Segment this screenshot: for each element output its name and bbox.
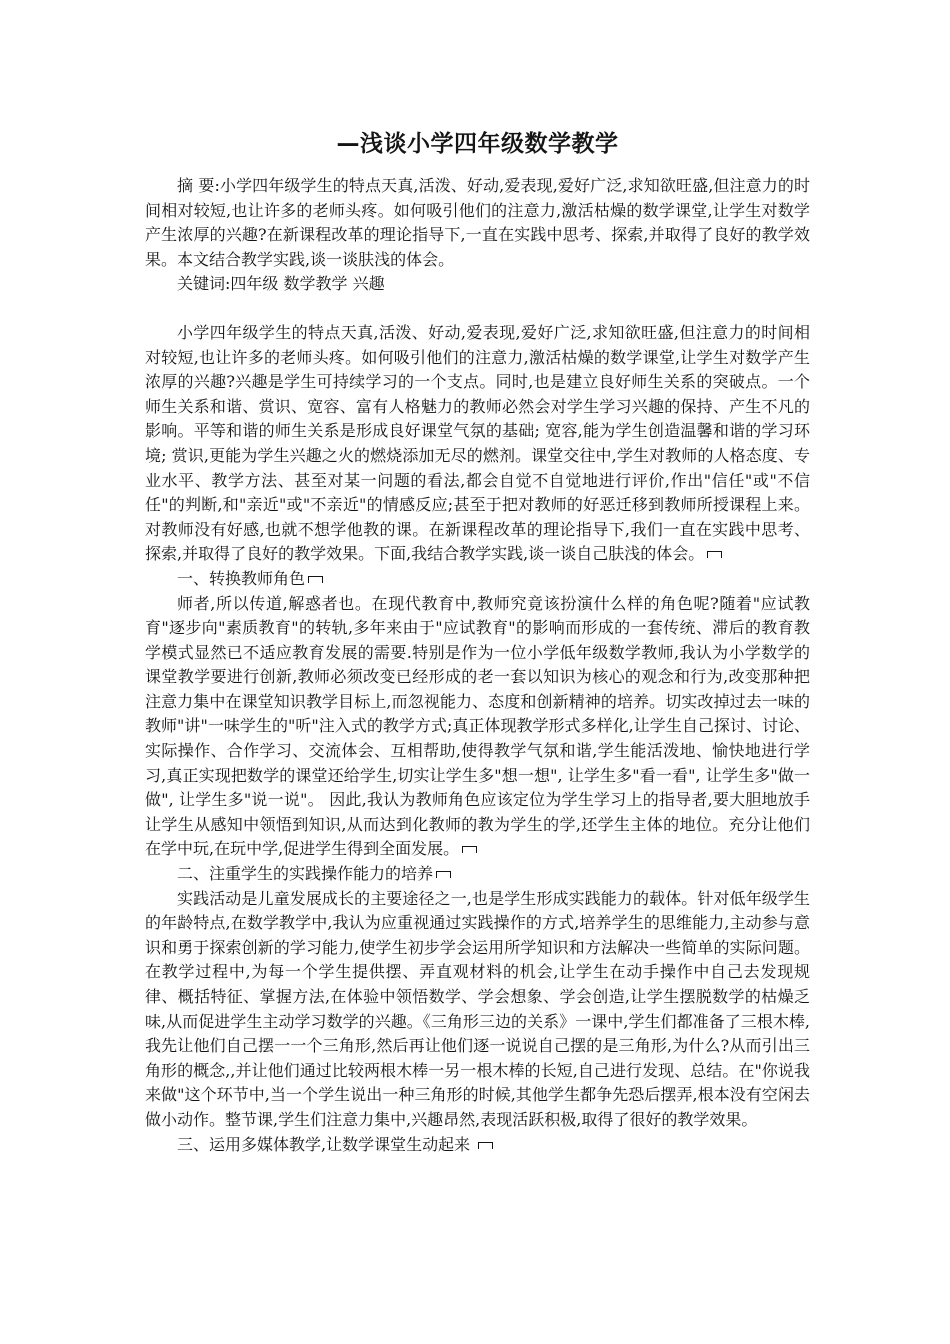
section-2-heading <box>145 862 810 887</box>
section-1-paragraph <box>145 592 810 863</box>
intro-text: 小学四年级学生的特点天真,活泼、好动,爱表现,爱好广泛,求知欲旺盛,但注意力的时间相对较短,也让许多的老师头疼。如何吸引他们的注意力,激活枯燥的数学课堂,让学生对数学产生浓厚的兴趣?兴趣是学生可持续学习的一个支点。同时,也是建立良好师生关系的突破点。一个师生关系和谐、赏识、宽容、富有人格魅力的教师必然会对学生学习兴趣的保持、产生不凡的影响。平等和谐的师生关系是形成良好课堂气氛的基础; 宽容,能为学生创造温馨和谐的学习环境; 赏识,更能为学生兴趣之火的燃烧添加无尽的燃剂。课堂交往中,学生对教师的人格态度、专业水平、教学方法、甚至对某一问题的看法,都会自觉不自觉地进行评价,作出"信任"或"不信任"的判断,和"亲近"或"不亲近"的情感反应;甚至于把对教师的好恶迁移到教师所授课程上来。对教师没有好感,也就不想学他教的课。在新课程改革的理论指导下,我们一直在实践中思考、探索,并取得了良好的教学效果。下面,我结合教学实践,谈一谈自己肤浅的体会。 <box>145 322 810 564</box>
intro-paragraph <box>145 321 810 567</box>
paragraph-mark-icon <box>436 871 451 878</box>
paragraph-mark-icon <box>462 846 477 853</box>
section-2-paragraph: 实践活动是儿童发展成长的主要途径之一,也是学生形成实践能力的载体。针对低年级学生的年龄特点,在数学教学中,我认为应重视通过实践操作的方式,培养学生的思维能力,主动参与意识和勇于探索创新的学习能力,使学生初步学会运用所学知识和方法解决一些简单的实际问题。在教学过程中,为每一个学生提供摆、弄直观材料的机会,让学生在动手操作中自己去发现规律、概括特征、掌握方法,在体验中领悟数学、学会想象、学会创造,让学生摆脱数学的枯燥乏味,从而促进学生主动学习数学的兴趣。《三角形三边的关系》一课中,学生们都准备了三根木棒,我先让他们自己摆一一个三角形,然后再让他们逐一说说自己摆的是三角形,为什么?从而引出三角形的概念,,并让他们通过比较两根木棒一另一根木棒的长短,自己进行发现、总结。在"你说我来做"这个环节中,当一个学生说出一种三角形的时候,其他学生都争先恐后摆弄,根本没有空闲去做小动作。整节课,学生们注意力集中,兴趣昂然,表现活跃积极,取得了很好的教学效果。 <box>145 888 810 1129</box>
section-1-heading <box>145 567 810 592</box>
section-1-heading-text: 一、转换教师角色 <box>177 568 306 588</box>
paragraph-mark-icon <box>478 1142 493 1149</box>
section-3-heading-text: 三、运用多媒体教学,让数学课堂生动起来 <box>177 1134 471 1154</box>
section-2-heading-text: 二、注重学生的实践操作能力的培养 <box>177 864 434 884</box>
keywords-line: 关键词:四年级 数学教学 兴趣 <box>177 274 385 294</box>
section-3-heading <box>145 1133 810 1158</box>
paragraph-gap <box>145 297 810 321</box>
document-page <box>145 128 810 1157</box>
section-1-text: 师者,所以传道,解惑者也。在现代教育中,教师究竟该扮演什么样的角色呢?随着"应试教育"逐步向"素质教育"的转轨,多年来由于"应试教育"的影响而形成的一套传统、滞后的教育教学模式显然已不适应教育发展的需要.特别是作为一位小学低年级数学教师,我认为小学数学的课堂教学要进行创新,教师必须改变已经形成的老一套以知识为核心的观念和行为,改变那种把注意力集中在课堂知识教学目标上,而忽视能力、态度和创新精神的培养。切实改掉过去一味的教师"讲"一味学生的"听"注入式的教学方式;真正体现教学形式多样化,让学生自己探讨、讨论、实际操作、合作学习、交流体会、互相帮助,使得教学气氛和谐,学生能活泼地、愉快地进行学习,真正实现把数学的课堂还给学生,切实让学生多"想一想", 让学生多"看一看", 让学生多"做一做", 让学生多"说一说"。 因此,我认为教师角色应该定位为学生学习上的指导者,要大胆地放手让学生从感知中领悟到知识,从而达到化教师的教为学生的学,还学生主体的地位。充分让他们在学中玩,在玩中学,促进学生得到全面发展。 <box>145 593 810 859</box>
paragraph-mark-icon <box>308 576 323 583</box>
paragraph-mark-icon <box>707 551 722 558</box>
document-title: —浅谈小学四年级数学教学 <box>336 131 619 157</box>
abstract-paragraph: 摘 要:小学四年级学生的特点天真,活泼、好动,爱表现,爱好广泛,求知欲旺盛,但注意力的时间相对较短,也让许多的老师头疼。如何吸引他们的注意力,激活枯燥的数学课堂,让学生对数学产生浓厚的兴趣?在新课程改革的理论指导下,一直在实践中思考、探索,并取得了良好的教学效果。本文结合教学实践,谈一谈肤浅的体会。 <box>145 176 810 269</box>
